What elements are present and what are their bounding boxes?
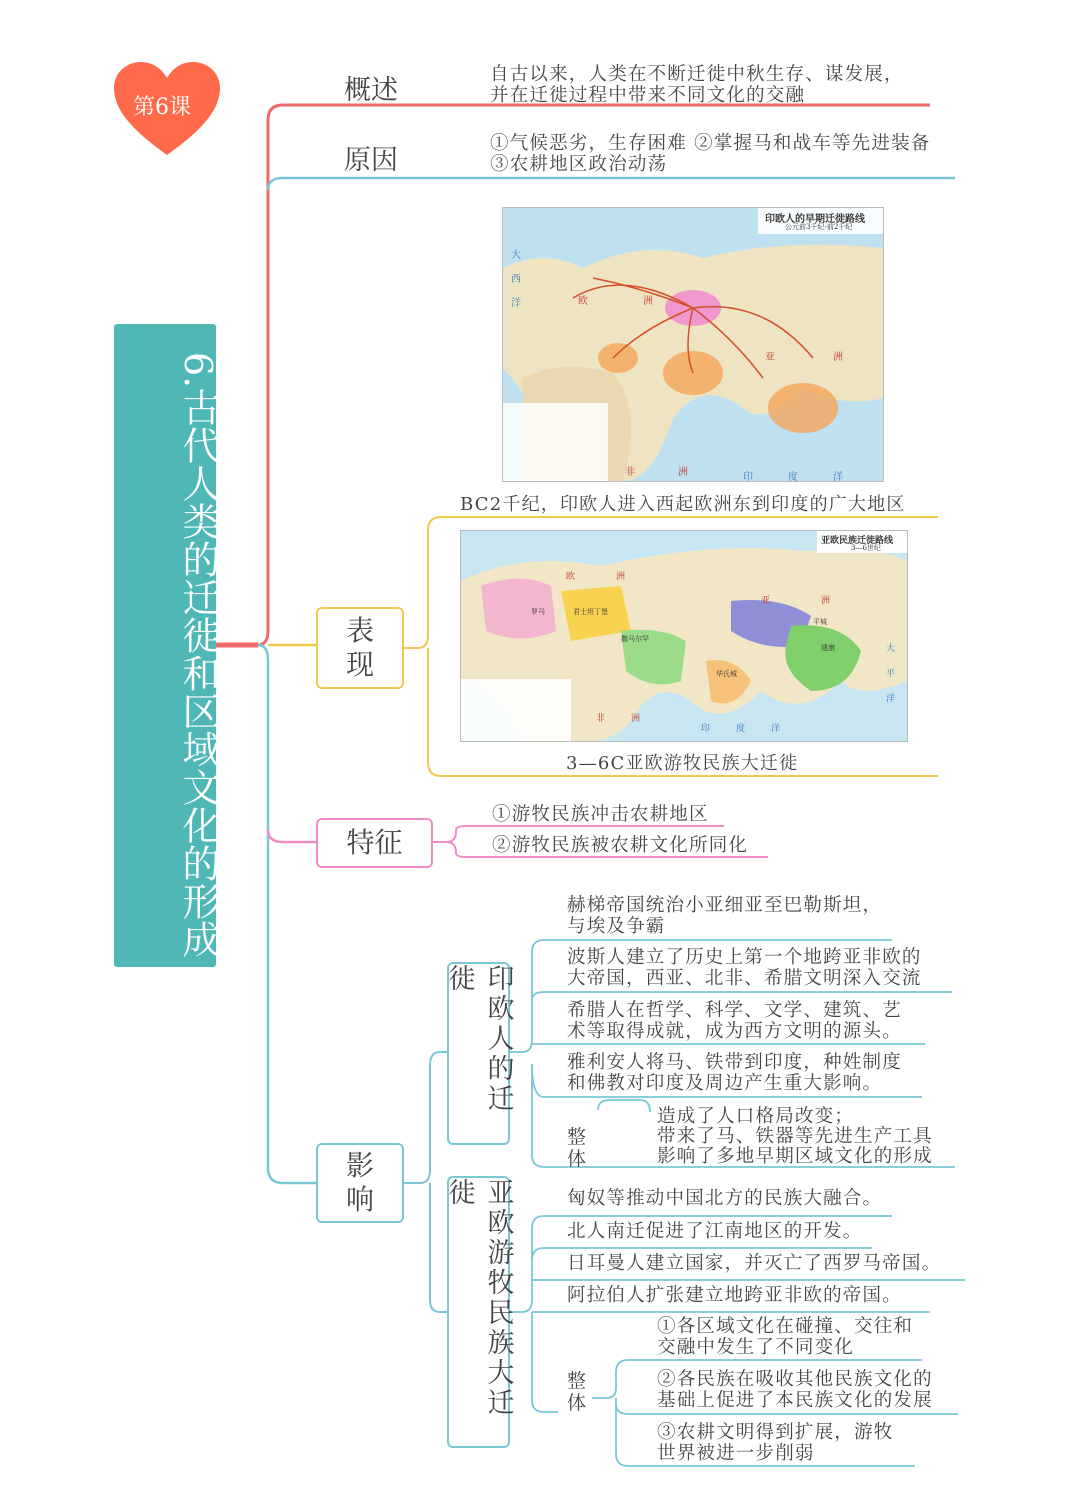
indo-item-4-line-2: 和佛教对印度及周边产生重大影响。 xyxy=(567,1073,883,1094)
lesson-badge: 第6课 xyxy=(133,95,191,120)
overview-text-1: 自古以来，人类在不断迁徙中秋生存、谋发展， xyxy=(490,64,904,85)
indo-european-node: 印欧人的迁徙 xyxy=(447,962,510,1145)
indo-item-2-line-2: 大帝国，西亚、北非、希腊文明深入交流 xyxy=(567,968,922,989)
nomad-node: 亚欧游牧民族大迁徙 xyxy=(447,1176,510,1448)
cause-text-2: ③农耕地区政治动荡 xyxy=(490,154,668,175)
overview-text-2: 并在迁徙过程中带来不同文化的交融 xyxy=(490,85,806,106)
map1-title: 印欧人的早期迁徙路线 xyxy=(765,214,865,225)
map2-city-pingcheng: 平城 xyxy=(813,618,827,626)
nomad-overall-label: 整体 xyxy=(567,1370,587,1414)
indo-overall-3: 影响了多地早期区域文化的形成 xyxy=(657,1146,933,1167)
features-node xyxy=(316,818,433,868)
map1-graphic xyxy=(503,208,883,481)
indo-item-1-line-1: 赫梯帝国统治小亚细亚至巴勒斯坦， xyxy=(567,895,883,916)
map2-label-io1: 印 xyxy=(701,724,711,734)
nomad-item-4: 阿拉伯人扩张建立地跨亚非欧的帝国。 xyxy=(567,1285,902,1306)
map1-subtitle: 公元前3千纪-前2千纪 xyxy=(785,223,853,231)
nomad-overall-1-line-1: ①各区域文化在碰撞、交往和 xyxy=(657,1316,914,1337)
map2-label-pa2: 平 xyxy=(886,669,896,679)
indo-overall-1: 造成了人口格局改变； xyxy=(657,1106,855,1127)
performance-label-2: 现 xyxy=(345,648,374,681)
map1-label-af1: 非 xyxy=(625,467,635,478)
nomad-item-2: 北人南迁促进了江南地区的开发。 xyxy=(567,1221,863,1242)
nomad-item-3: 日耳曼人建立国家，并灭亡了西罗马帝国。 xyxy=(567,1253,942,1274)
indo-item-3-line-2: 术等取得成就，成为西方文明的源头。 xyxy=(567,1021,902,1042)
influence-label-2: 响 xyxy=(345,1183,374,1216)
features-item-2: ②游牧民族被农耕文化所同化 xyxy=(492,835,749,856)
cause-text-1: ①气候恶劣，生存困难 ②掌握马和战车等先进装备 xyxy=(490,133,931,154)
map2-city-samarkand: 撒马尔罕 xyxy=(621,635,649,643)
page-title: 6.古代人类的迁徙和区域文化的形成 xyxy=(114,324,216,967)
map2-label-af2: 洲 xyxy=(631,714,641,724)
map1-label-as1: 亚 xyxy=(765,352,775,363)
map2-label-as1: 亚 xyxy=(761,596,771,606)
nomad-item-1: 匈奴等推动中国北方的民族大融合。 xyxy=(567,1188,883,1209)
indo-item-4-line-1: 雅利安人将马、铁带到印度，种姓制度 xyxy=(567,1052,902,1073)
map2-subtitle: 3—6世纪 xyxy=(851,544,881,552)
indo-overall-label: 整体 xyxy=(567,1126,587,1170)
map1-label-as2: 洲 xyxy=(833,352,843,363)
influence-label-1: 影 xyxy=(345,1149,374,1182)
map1-label-io3: 洋 xyxy=(833,472,843,482)
map-indo-european-migration xyxy=(502,207,884,482)
map1-label-at1: 大 xyxy=(511,250,521,261)
nomad-overall-3-line-1: ③农耕文明得到扩展，游牧 xyxy=(657,1422,894,1443)
map1-label-at2: 西 xyxy=(511,274,521,285)
map2-city-pataliputra: 华氏城 xyxy=(716,670,737,678)
map2-label-as2: 洲 xyxy=(821,596,831,606)
map1-label-io1: 印 xyxy=(743,472,753,482)
map2-caption: 3—6C亚欧游牧民族大迁徙 xyxy=(566,753,799,774)
map2-label-eu1: 欧 xyxy=(566,572,576,582)
performance-label-1: 表 xyxy=(345,614,374,647)
features-item-1: ①游牧民族冲击农耕地区 xyxy=(492,804,709,825)
nomad-overall-2-line-2: 基础上促进了本民族文化的发展 xyxy=(657,1390,933,1411)
map2-city-rome: 罗马 xyxy=(531,608,545,616)
map1-label-eu2: 洲 xyxy=(643,296,653,307)
indo-overall-2: 带来了马、铁器等先进生产工具 xyxy=(657,1126,933,1147)
map2-city-jiankang: 建康 xyxy=(821,644,835,652)
map1-label-af2: 洲 xyxy=(678,467,688,478)
map1-label-eu1: 欧 xyxy=(578,296,588,307)
map2-label-eu2: 洲 xyxy=(616,572,626,582)
nomad-overall-1-line-2: 交融中发生了不同变化 xyxy=(657,1337,855,1358)
cause-label: 原因 xyxy=(344,145,398,176)
indo-item-1-line-2: 与埃及争霸 xyxy=(567,916,666,937)
influence-node xyxy=(316,1143,404,1223)
features-label: 特征 xyxy=(346,826,403,859)
performance-node xyxy=(316,607,404,689)
map2-city-constantinople: 君士坦丁堡 xyxy=(573,608,608,616)
map2-title: 亚欧民族迁徙路线 xyxy=(821,536,894,546)
indo-item-2-line-1: 波斯人建立了历史上第一个地跨亚非欧的 xyxy=(567,947,922,968)
map1-label-at3: 洋 xyxy=(511,298,521,309)
map1-label-io2: 度 xyxy=(788,472,798,482)
nomad-overall-3-line-2: 世界被进一步削弱 xyxy=(657,1443,815,1464)
map1-caption: BC2千纪，印欧人进入西起欧洲东到印度的广大地区 xyxy=(460,494,906,515)
map2-label-io2: 度 xyxy=(736,724,746,734)
map-eurasian-nomad-migration xyxy=(460,530,908,742)
map2-label-io3: 洋 xyxy=(771,724,781,734)
map2-label-pa1: 大 xyxy=(886,644,896,654)
overview-label: 概述 xyxy=(344,75,398,106)
map2-label-af1: 非 xyxy=(596,714,606,724)
indo-item-3-line-1: 希腊人在哲学、科学、文学、建筑、艺 xyxy=(567,1000,902,1021)
nomad-overall-2-line-1: ②各民族在吸收其他民族文化的 xyxy=(657,1369,933,1390)
map2-graphic xyxy=(461,531,907,741)
map2-label-pa3: 洋 xyxy=(886,694,896,704)
